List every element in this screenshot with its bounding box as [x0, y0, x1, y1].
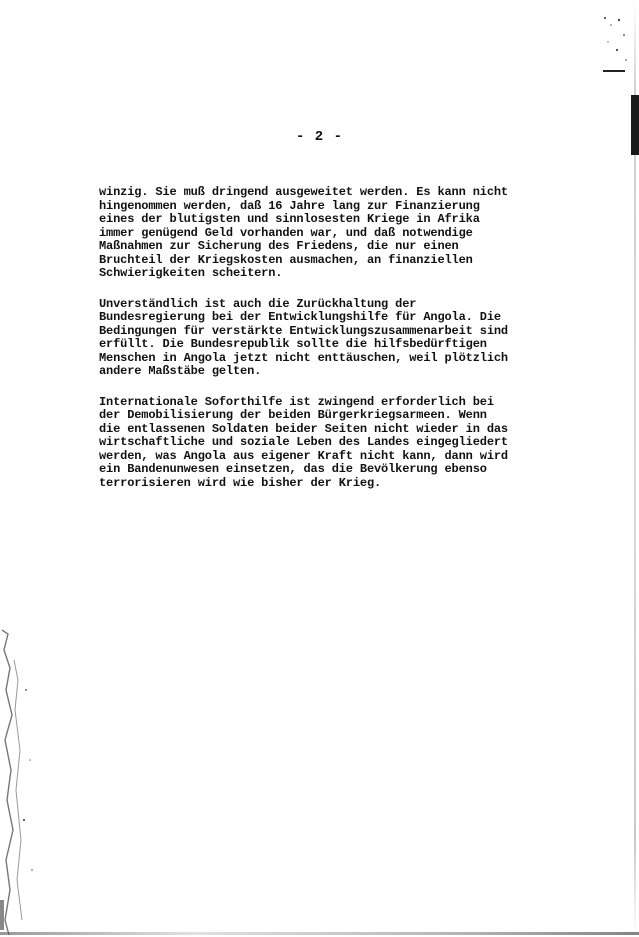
text-line: werden, was Angola aus eigener Kraft nicht kann, dann wird [99, 448, 508, 463]
text-line: Internationale Soforthilfe ist zwingend erforderlich bei [99, 394, 494, 409]
text-line: eines der blutigsten und sinnlosesten Kriege in Afrika [99, 212, 480, 226]
text-line: ein Bandenunwesen einsetzen, das die Bevölkerung ebenso [99, 462, 487, 476]
text-line: winzig. Sie muß dringend ausgeweitet werden. Es kann nicht [99, 185, 508, 199]
text-line: terrorisieren wird wie bisher der Krieg. [99, 475, 382, 490]
text-line: erfüllt. Die Bundesrepublik sollte die hilfsbedürftigen [99, 337, 487, 351]
text-line: Bedingungen für verstärkte Entwicklungszusammenarbeit sind [99, 323, 508, 338]
text-line: Schwierigkeiten scheitern. [99, 266, 283, 280]
text-line: der Demobilisierung der beiden Bürgerkriegsarmeen. Wenn [99, 408, 487, 422]
text-line: die entlassenen Soldaten beider Seiten nicht wieder in das [99, 421, 508, 436]
scan-speckle-top [599, 10, 629, 80]
text-line: immer genügend Geld vorhanden war, und daß notwendige [99, 225, 473, 240]
scan-bottom-edge [0, 932, 639, 935]
paragraph-2 [99, 298, 539, 379]
scan-speckle-left [0, 620, 48, 937]
paragraph-3 [99, 396, 539, 491]
text-line: Bruchteil der Kriegskosten ausmachen, an finanziellen [99, 252, 473, 267]
text-line: Menschen in Angola jetzt nicht enttäuschen, weil plötzlich [99, 350, 508, 365]
text-line: andere Maßstäbe gelten. [99, 364, 262, 378]
page-number: - 2 - [295, 129, 343, 145]
paragraph-1 [99, 186, 539, 281]
scan-edge-mark [631, 95, 639, 155]
text-line: Bundesregierung bei der Entwicklungshilfe für Angola. Die [99, 310, 501, 324]
text-line: Maßnahmen zur Sicherung des Friedens, die nur einen [99, 239, 459, 253]
text-line: hingenommen werden, daß 16 Jahre lang zur Finanzierung [99, 198, 480, 213]
body-text [99, 186, 539, 507]
text-line: wirtschaftliche und soziale Leben des Landes eingegliedert [99, 435, 508, 449]
text-line: Unverständlich ist auch die Zurückhaltung der [99, 296, 417, 311]
